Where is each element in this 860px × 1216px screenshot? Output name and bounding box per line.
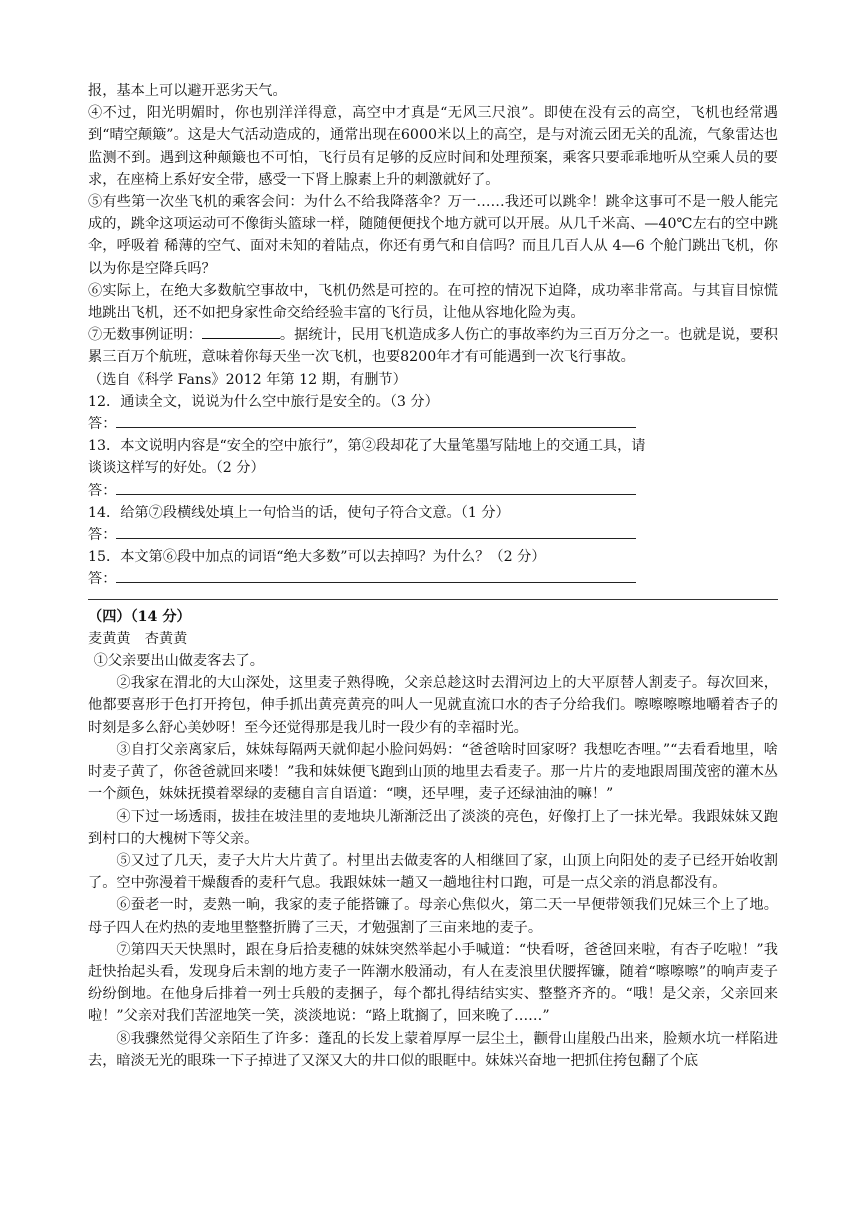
question-text: 14．给第⑦段横线处填上一句恰当的话，使句子符合文意。（1 分）: [88, 504, 510, 521]
passage-paragraph: ⑥实际上，在绝大多数航空事故中，飞机仍然是可控的。在可控的情况下迫降，成功率非常高。与其盲目惊慌地跳出飞机，还不如把身家性命交给经验丰富的飞行员，让他从容地化险为夷。: [88, 282, 778, 322]
passage-paragraph: ④不过，阳光明媚时，你也别洋洋得意，高空中才真是“无风三尺浪”。即使在没有云的高空，飞机也经常遇到“晴空颠簸”。这是大气活动造成的，通常出现在6000米以上的高空，是与对流云团无关的乱流，气象雷达也监测不到。遇到这种颠簸也不可怕，飞行员有足够的反应时间和处理预案，乘客只要乖乖地听从空乘人员的要求，在座椅上系好安全带，感受一下肾上腺素上升的刺激就好了。: [88, 105, 778, 188]
answer-line[interactable]: 答：: [88, 568, 778, 590]
essay-paragraph: ⑥蚕老一时，麦熟一晌，我家的麦子能搭镰了。母亲心焦似火，第二天一早便带领我们兄妹三个上了地。母子四人在灼热的麦地里整整折腾了三天，才勉强割了三亩来地的麦子。: [88, 897, 778, 936]
question-text: 12．通读全文，说说为什么空中旅行是安全的。（3 分）: [88, 393, 439, 410]
essay-paragraph: ④下过一场透雨，拔挂在坡洼里的麦地块儿渐渐泛出了淡淡的亮色，好像打上了一抹光晕。我跟妹妹又跑到村口的大槐树下等父亲。: [88, 808, 778, 847]
essay-paragraph: ①父亲要出山做麦客去了。: [93, 653, 264, 670]
question-15: [88, 546, 778, 590]
question-text-cont: 谈谈这样写的好处。（2 分）: [88, 460, 265, 477]
fill-blank[interactable]: [202, 324, 280, 339]
passage-text: ⑦无数事例证明：: [88, 327, 202, 344]
passage-paragraph: ⑤有些第一次坐飞机的乘客会问：为什么不给我降落伞？万一……我还可以跳伞！跳伞这事可不是一般人能完成的，跳伞这项运动可不像街头篮球一样，随随便便找个地方就可以开展。从几千米高、—40℃左右的空中跳伞，呼吸着 稀薄的空气、面对未知的着陆点，你还有勇气和自信吗？而且几百人从 4—6 个舱门跳出飞机，你以为你是空降兵吗？: [88, 194, 778, 277]
answer-line[interactable]: 答：: [88, 480, 778, 502]
essay-paragraph: ⑦第四天天快黑时，跟在身后拾麦穗的妹妹突然举起小手喊道：“快看呀，爸爸回来啦，有杏子吃啦！”我赶快抬起头看，发现身后未割的地方麦子一阵潮水般涌动，有人在麦浪里伏腰挥镰，随着“嚓嚓嚓”的响声麦子纷纷倒地。在他身后排着一列士兵般的麦捆子，每个都扎得结结实实、整整齐齐的。“哦！是父亲，父亲回来啦！”父亲对我们苦涩地笑一笑，淡淡地说：“路上耽搁了，回来晚了……”: [88, 941, 778, 1025]
answer-line[interactable]: 答：: [88, 413, 778, 435]
essay-paragraph: ⑧我骤然觉得父亲陌生了许多：蓬乱的长发上蒙着厚厚一层尘土，颧骨山崖般凸出来，脸颊水坑一样陷进去，暗淡无光的眼珠一下子掉进了又深又大的井口似的眼眶中。妹妹兴奋地一把抓住挎包翻了个底: [88, 1030, 778, 1069]
passage-paragraph: [88, 324, 778, 368]
essay-paragraph: ⑤又过了几天，麦子大片大片黄了。村里出去做麦客的人相继回了家，山顶上向阳处的麦子已经开始收割了。空中弥漫着干燥馥香的麦秆气息。我跟妹妹一趟又一趟地往村口跑，可是一点父亲的消息都没有。: [88, 852, 778, 892]
section-divider: [88, 599, 778, 600]
question-12: [88, 391, 778, 435]
exam-page: [88, 80, 778, 1072]
passage-text: 。据统计，民用飞机造成多人伤亡的事故率约为三百万分之一。也就是说，要积累三百万个航班，意味着你每天坐一次飞机，也要8200年才有可能遇到一次飞行事故。: [88, 327, 778, 366]
answer-line[interactable]: 答：: [88, 524, 778, 546]
question-text: 15．本文第⑥段中加点的词语“绝大多数”可以去掉吗？为什么？（2 分）: [88, 549, 546, 566]
essay-paragraph: ②我家在渭北的大山深处，这里麦子熟得晚，父亲总趁这时去渭河边上的大平原替人割麦子。每次回来，他都要喜形于色打开挎包，伸手抓出黄亮黄亮的叫人一见就直流口水的杏子分给我们。嚓嚓嚓嚓地嚼着杏子的时刻是多么舒心美妙呀！至今还觉得那是我儿时一段少有的幸福时光。: [88, 675, 778, 736]
question-text: 13．本文说明内容是“安全的空中旅行”，第②段却花了大量笔墨写陆地上的交通工具，请: [88, 438, 646, 455]
essay-title: 麦黄黄 杏黄黄: [88, 630, 188, 647]
passage-paragraph: 报，基本上可以避开恶劣天气。: [88, 83, 287, 99]
section-heading: （四）（14 分）: [88, 608, 191, 625]
source-citation: （选自《科学 Fans》2012 年第 12 期，有删节）: [88, 371, 407, 388]
question-13: [88, 435, 778, 502]
essay-paragraph: ③自打父亲离家后，妹妹每隔两天就仰起小脸问妈妈：“爸爸啥时回家呀？我想吃杏哩。”“去看看地里，啥时麦子黄了，你爸爸就回来喽！”我和妹妹便飞跑到山顶的地里去看麦子。那一片片的麦地跟周围茂密的灌木丛一个颜色，妹妹抚摸着翠绿的麦穗自言自语道：“噢，还早哩，麦子还绿油油的嘛！”: [88, 741, 778, 803]
question-14: [88, 502, 778, 546]
